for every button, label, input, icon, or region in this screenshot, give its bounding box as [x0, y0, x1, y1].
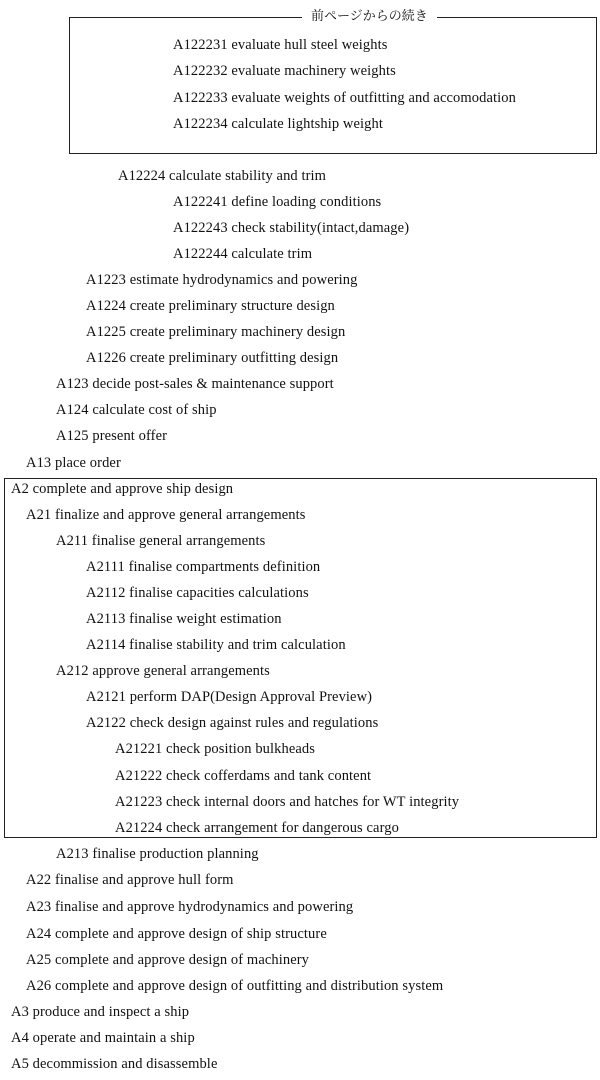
activity-A2112: A2112 finalise capacities calculations [86, 585, 309, 601]
activity-A4: A4 operate and maintain a ship [11, 1030, 195, 1046]
activity-A2122: A2122 check design against rules and regulations [86, 715, 379, 731]
activity-A1223: A1223 estimate hydrodynamics and powering [86, 272, 358, 288]
activity-A211: A211 finalise general arrangements [56, 533, 266, 549]
continued-caption: 前ページからの続き [302, 7, 437, 27]
activity-A2121: A2121 perform DAP(Design Approval Preview) [86, 689, 373, 705]
activity-A122231: A122231 evaluate hull steel weights [173, 37, 388, 53]
activity-A122232: A122232 evaluate machinery weights [173, 63, 396, 79]
activity-A2114: A2114 finalise stability and trim calculation [86, 637, 346, 653]
activity-A12224: A12224 calculate stability and trim [118, 168, 327, 184]
activity-A21222: A21222 check cofferdams and tank content [115, 768, 372, 784]
activity-A21: A21 finalize and approve general arrangements [26, 507, 306, 523]
activity-A124: A124 calculate cost of ship [56, 402, 217, 418]
activity-A122243: A122243 check stability(intact,damage) [173, 220, 410, 236]
activity-A21224: A21224 check arrangement for dangerous cargo [115, 820, 399, 836]
activity-A1226: A1226 create preliminary outfitting design [86, 350, 339, 366]
activity-A1225: A1225 create preliminary machinery design [86, 324, 346, 340]
activity-A1224: A1224 create preliminary structure design [86, 298, 335, 314]
activity-A3: A3 produce and inspect a ship [11, 1004, 190, 1020]
activity-A23: A23 finalise and approve hydrodynamics and powering [26, 899, 354, 915]
activity-A123: A123 decide post-sales & maintenance support [56, 376, 334, 392]
activity-A212: A212 approve general arrangements [56, 663, 270, 679]
activity-A22: A22 finalise and approve hull form [26, 872, 234, 888]
activity-A125: A125 present offer [56, 428, 168, 444]
activity-A2111: A2111 finalise compartments definition [86, 559, 321, 575]
activity-A122234: A122234 calculate lightship weight [173, 116, 383, 132]
activity-A122233: A122233 evaluate weights of outfitting and accomodation [173, 90, 516, 106]
activity-A25: A25 complete and approve design of machinery [26, 952, 310, 968]
activity-A122241: A122241 define loading conditions [173, 194, 382, 210]
activity-A5: A5 decommission and disassemble [11, 1056, 218, 1072]
activity-A21223: A21223 check internal doors and hatches for WT integrity [115, 794, 460, 810]
activity-A13: A13 place order [26, 455, 121, 471]
activity-A26: A26 complete and approve design of outfitting and distribution system [26, 978, 444, 994]
activity-A24: A24 complete and approve design of ship structure [26, 926, 327, 942]
activity-A2: A2 complete and approve ship design [11, 481, 234, 497]
activity-A122244: A122244 calculate trim [173, 246, 313, 262]
activity-A21221: A21221 check position bulkheads [115, 741, 316, 757]
activity-A2113: A2113 finalise weight estimation [86, 611, 282, 627]
activity-A213: A213 finalise production planning [56, 846, 259, 862]
